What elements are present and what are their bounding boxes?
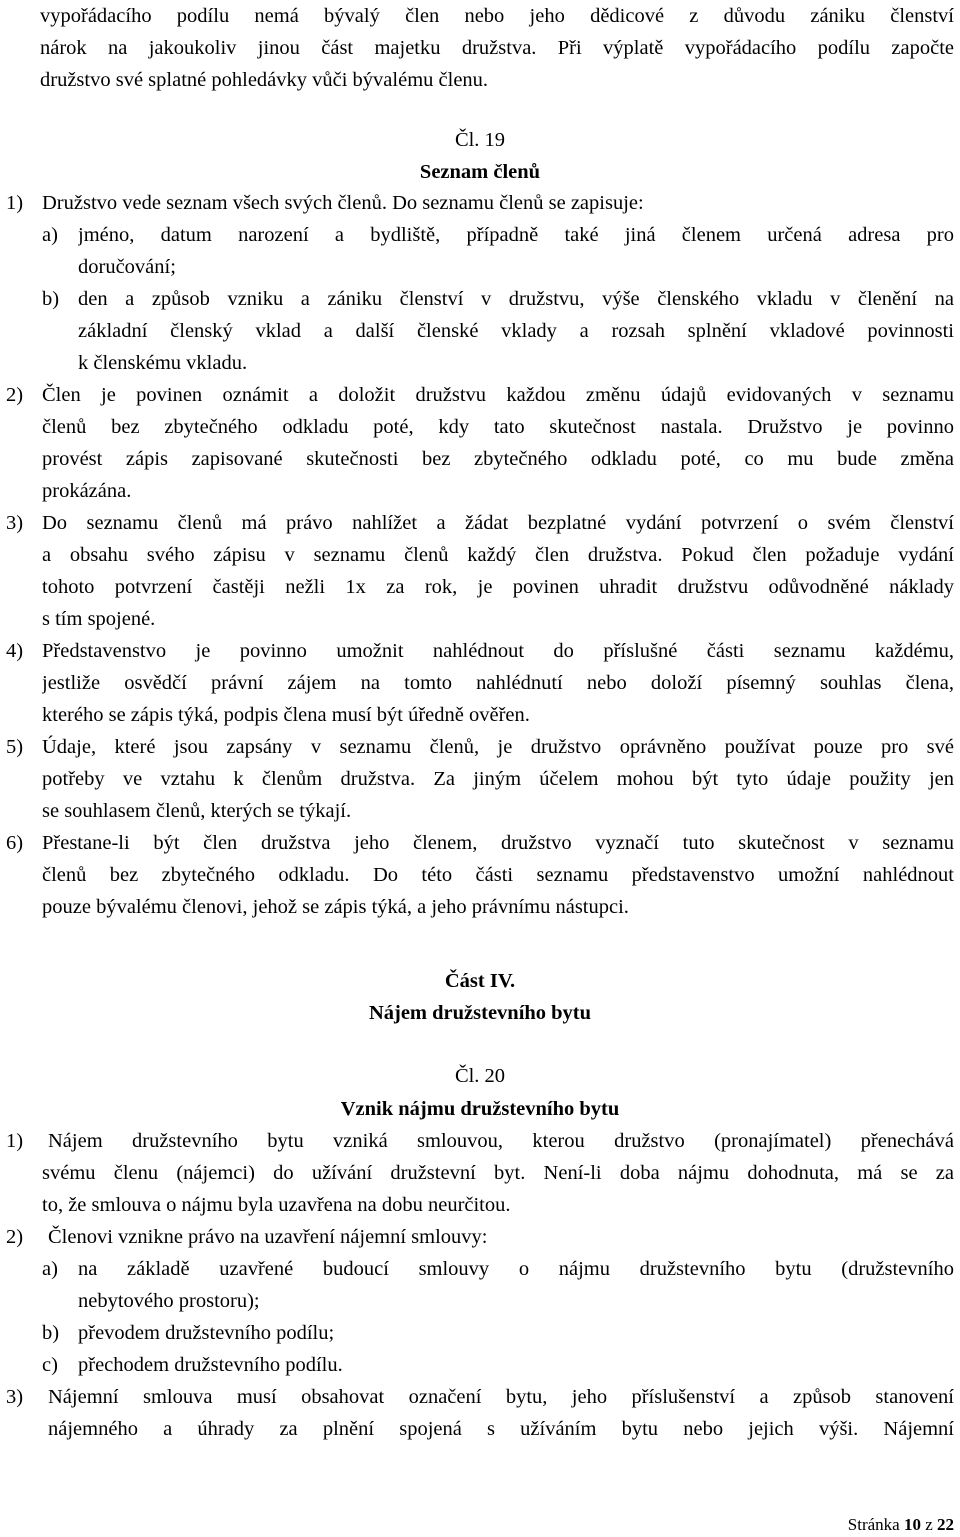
item-letter: a) bbox=[42, 1258, 58, 1280]
text-line: Nájemní smlouva musí obsahovat označení bytu, jeho příslušenství a způsob stanovení bbox=[48, 1386, 954, 1408]
text-line: nárok na jakoukoliv jinou část majetku družstva. Při výplatě vypořádacího podílu započte bbox=[40, 37, 954, 59]
page-footer bbox=[848, 1514, 954, 1536]
text-line: doručování; bbox=[78, 256, 176, 278]
paragraph-number: 5) bbox=[6, 736, 24, 758]
article-title: Seznam členů bbox=[419, 161, 541, 183]
paragraph-number: 1) bbox=[6, 1130, 24, 1152]
text-line: družstvo své splatné pohledávky vůči bývalému členu. bbox=[40, 69, 489, 91]
paragraph-number: 1) bbox=[6, 192, 24, 214]
text-line: členů bez zbytečného odkladu. Do této části seznamu představenstvo umožní nahlédnout bbox=[42, 864, 954, 886]
text-line: den a způsob vzniku a zániku členství v družstvu, výše členského vkladu v členění na bbox=[78, 288, 954, 310]
paragraph-number: 2) bbox=[6, 1226, 24, 1248]
item-letter: b) bbox=[42, 1322, 60, 1344]
text-line: Do seznamu členů má právo nahlížet a žádat bezplatné vydání potvrzení o svém členství bbox=[42, 512, 954, 534]
text-line: Údaje, které jsou zapsány v seznamu členů, je družstvo oprávněno používat pouze pro své bbox=[42, 736, 954, 758]
footer-of: z bbox=[925, 1515, 933, 1534]
article-number: Čl. 20 bbox=[454, 1065, 506, 1087]
article-title: Vznik nájmu družstevního bytu bbox=[340, 1098, 620, 1120]
text-line: vypořádacího podílu nemá bývalý člen nebo jeho dědicové z důvodu zániku členství bbox=[40, 5, 954, 27]
paragraph-number: 6) bbox=[6, 832, 24, 854]
footer-prefix: Stránka bbox=[847, 1515, 900, 1534]
text-line: kterého se zápis týká, podpis člena musí být úředně ověřen. bbox=[42, 704, 530, 726]
current-page-number: 10 bbox=[903, 1515, 921, 1534]
text-line: Člen je povinen oznámit a doložit družstvu každou změnu údajů evidovaných v seznamu bbox=[42, 384, 954, 406]
text-line: svému členu (nájemci) do užívání družstevní byt. Není-li doba nájmu dohodnuta, má se za bbox=[42, 1162, 954, 1184]
text-line: Členovi vznikne právo na uzavření nájemní smlouvy: bbox=[48, 1226, 488, 1248]
text-line: a obsahu svého zápisu v seznamu členů každý člen družstva. Pokud člen požaduje vydání bbox=[42, 544, 954, 566]
text-line: se souhlasem členů, kterých se týkají. bbox=[42, 800, 352, 822]
text-line: členů bez zbytečného odkladu poté, kdy tato skutečnost nastala. Družstvo je povinno bbox=[42, 416, 954, 438]
text-line: pouze bývalému členovi, jehož se zápis týká, a jeho právnímu nástupci. bbox=[42, 896, 629, 918]
text-line: základní členský vklad a další členské vklady a rozsah splnění vkladové povinnosti bbox=[78, 320, 954, 342]
article-number: Čl. 19 bbox=[454, 129, 506, 151]
text-line: přechodem družstevního podílu. bbox=[78, 1354, 343, 1376]
paragraph-number: 3) bbox=[6, 512, 24, 534]
text-line: nebytového prostoru); bbox=[78, 1290, 260, 1312]
text-line: provést zápis zapisované skutečnosti bez zbytečného odkladu poté, co mu bude změna bbox=[42, 448, 954, 470]
text-line: jestliže osvědčí právní zájem na tomto nahlédnutí nebo doloží písemný souhlas člena, bbox=[42, 672, 954, 694]
text-line: tohoto potvrzení častěji nežli 1x za rok, je povinen uhradit družstvu odůvodněné náklady bbox=[42, 576, 954, 598]
text-line: Družstvo vede seznam všech svých členů. Do seznamu členů se zapisuje: bbox=[42, 192, 644, 214]
text-line: Představenstvo je povinno umožnit nahlédnout do příslušné části seznamu každému, bbox=[42, 640, 954, 662]
item-letter: a) bbox=[42, 224, 58, 246]
paragraph-number: 2) bbox=[6, 384, 24, 406]
part-title: Nájem družstevního bytu bbox=[368, 1002, 592, 1024]
text-line: nájemného a úhrady za plnění spojená s užíváním bytu nebo jejich výši. Nájemní bbox=[48, 1418, 954, 1440]
text-line: prokázána. bbox=[42, 480, 132, 502]
text-line: potřeby ve vztahu k členům družstva. Za jiným účelem mohou být tyto údaje použity jen bbox=[42, 768, 954, 790]
text-line: Přestane-li být člen družstva jeho členem, družstvo vyznačí tuto skutečnost v seznamu bbox=[42, 832, 954, 854]
part-number: Část IV. bbox=[444, 970, 516, 992]
text-line: s tím spojené. bbox=[42, 608, 156, 630]
text-line: to, že smlouva o nájmu byla uzavřena na dobu neurčitou. bbox=[42, 1194, 511, 1216]
text-line: k členskému vkladu. bbox=[78, 352, 248, 374]
paragraph-number: 3) bbox=[6, 1386, 24, 1408]
text-line: Nájem družstevního bytu vzniká smlouvou, kterou družstvo (pronajímatel) přenechává bbox=[48, 1130, 954, 1152]
text-line: převodem družstevního podílu; bbox=[78, 1322, 335, 1344]
paragraph-number: 4) bbox=[6, 640, 24, 662]
text-line: na základě uzavřené budoucí smlouvy o nájmu družstevního bytu (družstevního bbox=[78, 1258, 954, 1280]
item-letter: b) bbox=[42, 288, 60, 310]
text-line: jméno, datum narození a bydliště, případně také jiná členem určená adresa pro bbox=[78, 224, 954, 246]
total-pages-number: 22 bbox=[937, 1515, 954, 1534]
item-letter: c) bbox=[42, 1354, 58, 1376]
